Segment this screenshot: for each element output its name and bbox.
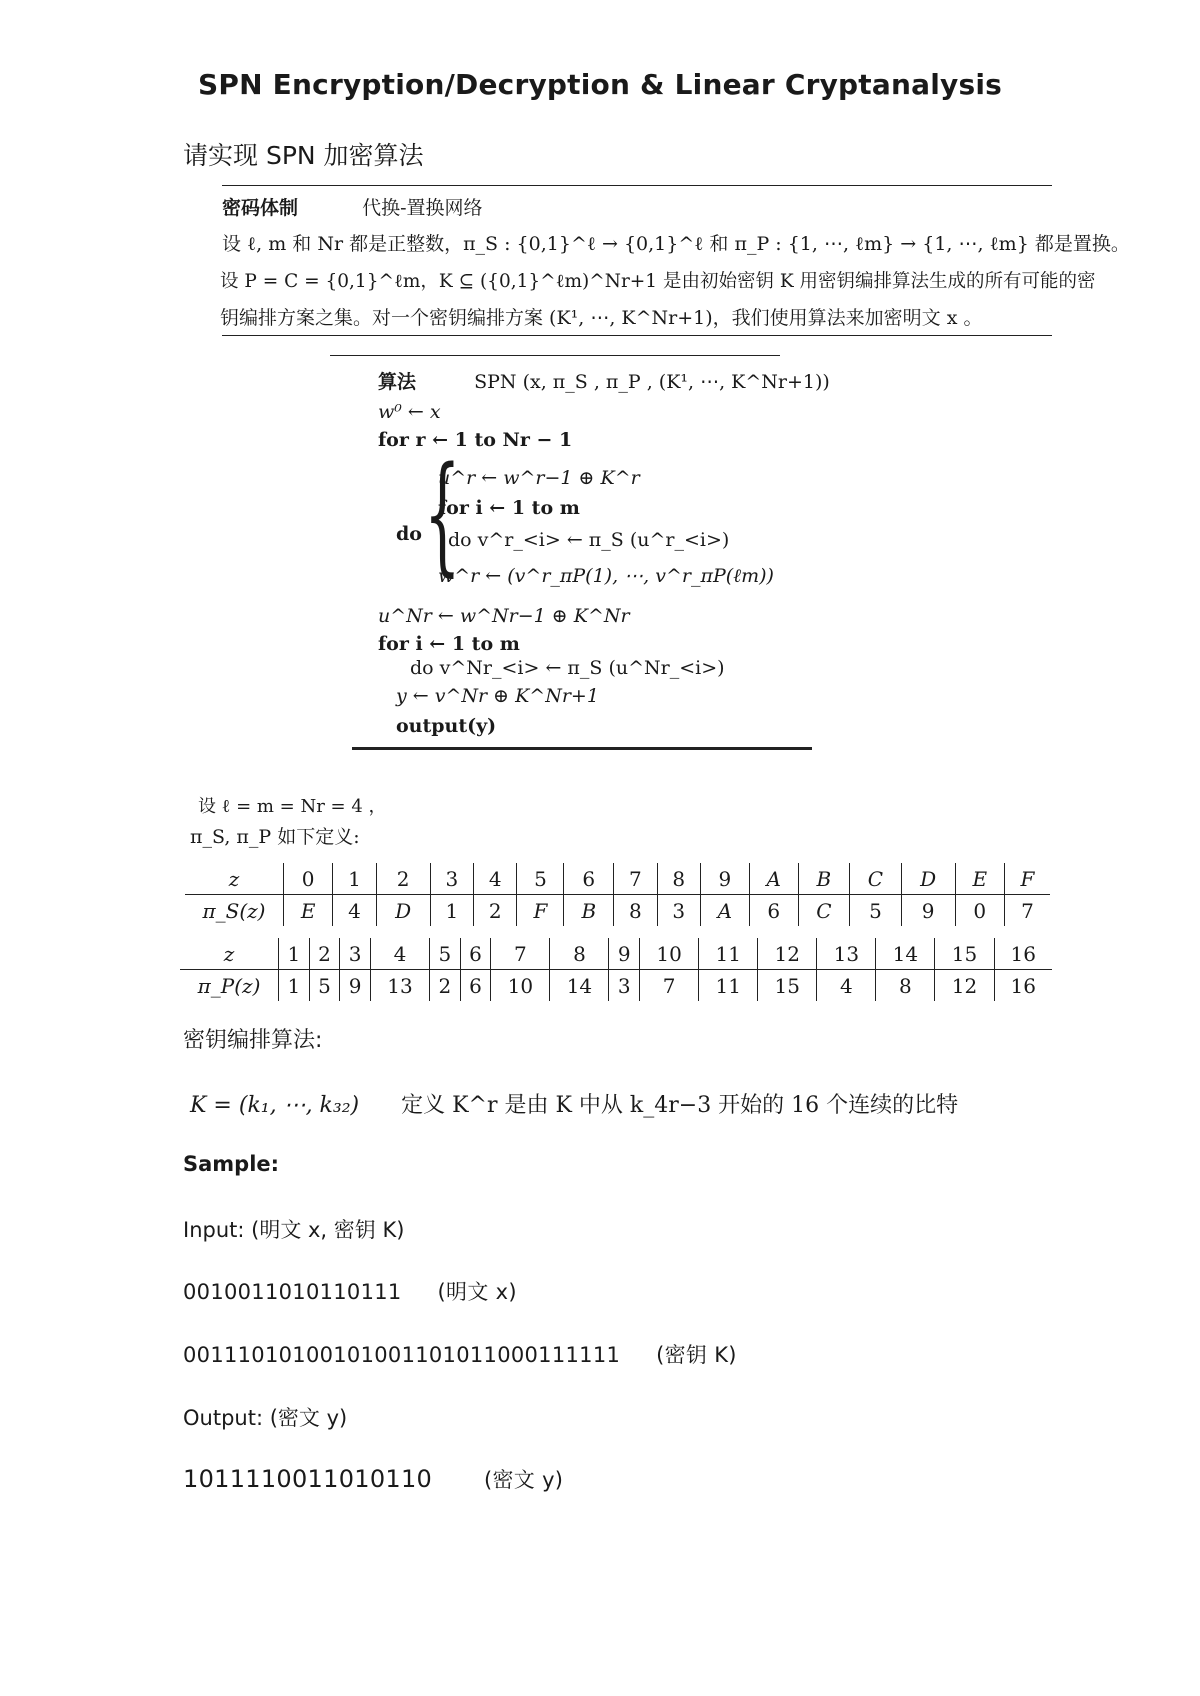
sample-output-label: Output: (密文 y) [183,1406,348,1430]
sbox-z-row [185,863,1050,895]
pbox-z-cell: 10 [640,938,699,970]
pbox-z-cell: 16 [994,938,1052,970]
pbox-table [180,938,1052,1001]
params-line: 设 ℓ = m = Nr = 4 ， [198,796,387,817]
sbox-z-cell: 4 [474,863,517,895]
pbox-z-cell: 7 [491,938,550,970]
pbox-z-cell: 13 [817,938,876,970]
definition-line-1: 设 ℓ, m 和 Nr 都是正整数，π_S : {0,1}^ℓ → {0,1}^ℓ 和 π_P : {1, ⋯, ℓm} → {1, ⋯, ℓm} 都是置换。 [222,233,1130,255]
definition-line-3: 钥编排方案之集。对一个密钥编排方案 (K¹, ⋯, K^Nr+1)，我们使用算法来加密明文 x 。 [220,307,983,329]
pbox-value-cell: 9 [340,970,371,1002]
sbox-z-cell: 9 [700,863,749,895]
definition-heading [222,193,483,220]
page-title: SPN Encryption/Decryption & Linear Cryptanalysis [198,68,1002,101]
sbox-value-cell: A [700,895,749,927]
sbox-value-cell: 4 [333,895,376,927]
pbox-value-cell: 8 [876,970,935,1002]
pbox-z-header: z [180,938,279,970]
bottom-rule [222,335,1052,336]
sbox-value-cell: 3 [657,895,700,927]
sbox-value-cell: B [564,895,614,927]
pbox-value-cell: 10 [491,970,550,1002]
sbox-value-row [185,895,1050,927]
sbox-value-cell: 2 [474,895,517,927]
sbox-value-cell: 6 [749,895,798,927]
key-formula-description: 定义 K^r 是由 K 中从 k_4r−3 开始的 16 个连续的比特 [401,1093,959,1118]
sample-label: Sample: [183,1152,280,1176]
pbox-value-cell: 1 [279,970,310,1002]
algo-line-final-u: u^Nr ← w^Nr−1 ⊕ K^Nr [378,605,630,627]
sbox-z-cell: F [1004,863,1050,895]
algo-line-sbox: do v^r_<i> ← π_S (u^r_<i>) [448,529,730,551]
algorithm-bottom-rule [352,747,812,750]
sbox-z-cell: 1 [333,863,376,895]
key-schedule-label: 密钥编排算法: [183,1028,323,1053]
algo-line-final-sbox: do v^Nr_<i> ← π_S (u^Nr_<i>) [410,657,725,679]
sample-key-line [183,1339,737,1369]
pbox-value-cell: 2 [430,970,461,1002]
pbox-value-cell: 3 [609,970,640,1002]
algo-line-u: u^r ← w^r−1 ⊕ K^r [438,467,640,489]
pbox-value-cell: 15 [758,970,817,1002]
algorithm-heading [378,367,830,394]
pbox-value-cell: 16 [994,970,1052,1002]
sbox-z-header: z [185,863,284,895]
pbox-z-cell: 6 [460,938,491,970]
pbox-z-cell: 3 [340,938,371,970]
sbox-z-cell: 8 [657,863,700,895]
sbox-value-cell: 5 [850,895,902,927]
algo-line-outer-loop: for r ← 1 to Nr − 1 [378,429,573,451]
sbox-value-header: π_S(z) [202,898,266,923]
sbox-table [185,863,1050,926]
subtitle: 请实现 SPN 加密算法 [183,141,424,170]
pbox-z-cell: 2 [309,938,340,970]
ciphertext-note: (密文 y) [484,1468,564,1492]
algo-brace: { [424,440,461,589]
algorithm-signature: SPN (x, π_S , π_P , (K¹, ⋯, K^Nr+1)) [474,371,830,393]
sample-input-label: Input: (明文 x, 密钥 K) [183,1218,405,1242]
sbox-z-cell: 5 [517,863,564,895]
sbox-z-cell: D [901,863,955,895]
sbox-z-cell: 0 [284,863,333,895]
pbox-value-cell: 14 [550,970,609,1002]
algo-line-w: w^r ← (v^r_πP(1), ⋯, v^r_πP(ℓm)) [438,565,774,587]
sbox-value-cell: 8 [614,895,657,927]
algorithm-top-rule [330,355,780,356]
key-schedule-formula [190,1088,958,1119]
pbox-value-cell: 7 [640,970,699,1002]
definition-line-2: 设 P = C = {0,1}^ℓm，K ⊆ ({0,1}^ℓm)^Nr+1 是由初始密钥 K 用密钥编排算法生成的所有可能的密 [220,271,1096,292]
pbox-value-cell: 12 [935,970,994,1002]
pbox-value-cell: 5 [309,970,340,1002]
key-value: 00111010100101001101011000111111 [183,1343,621,1367]
pbox-z-cell: 9 [609,938,640,970]
pbox-value-cell: 4 [817,970,876,1002]
algo-line-output: output(y) [396,715,497,737]
pbox-z-cell: 1 [279,938,310,970]
sbox-value-cell: D [376,895,430,927]
algorithm-label: 算法 [378,371,417,393]
pbox-value-row [180,970,1052,1002]
key-note: (密钥 K) [656,1343,737,1367]
pbox-z-row [180,938,1052,970]
plaintext-note: (明文 x) [437,1280,517,1304]
pbox-value-cell: 13 [370,970,429,1002]
pbox-value-cell: 11 [699,970,758,1002]
sbox-value-cell: E [284,895,333,927]
definition-name: 代换-置换网络 [362,197,483,219]
algo-line-init: w⁰ ← x [378,401,441,423]
sbox-value-cell: 1 [430,895,473,927]
pbox-z-cell: 12 [758,938,817,970]
pbox-value-header: π_P(z) [197,973,261,998]
plaintext-value: 0010011010110111 [183,1280,402,1304]
sbox-z-cell: 7 [614,863,657,895]
sbox-z-cell: 2 [376,863,430,895]
pbox-z-cell: 4 [370,938,429,970]
ciphertext-value: 1011110011010110 [183,1465,433,1493]
key-formula: K = (k₁, ⋯, k₃₂) [190,1093,360,1118]
sbox-z-cell: A [749,863,798,895]
definition-label: 密码体制 [222,197,299,219]
sbox-z-cell: E [955,863,1004,895]
algo-line-y: y ← v^Nr ⊕ K^Nr+1 [396,685,599,707]
sample-plaintext-line [183,1276,517,1306]
sbox-value-cell: 0 [955,895,1004,927]
algo-line-final-loop: for i ← 1 to m [378,633,520,655]
sample-ciphertext-line [183,1464,563,1494]
pbox-z-cell: 15 [935,938,994,970]
sbox-z-cell: B [798,863,850,895]
cryptosystem-definition [220,185,1130,335]
pbox-z-cell: 14 [876,938,935,970]
params-definition: π_S, π_P 如下定义: [190,826,360,848]
sbox-z-cell: C [850,863,902,895]
pbox-value-cell: 6 [460,970,491,1002]
algorithm-block [330,355,830,775]
sbox-z-cell: 3 [430,863,473,895]
sbox-z-cell: 6 [564,863,614,895]
sbox-value-cell: C [798,895,850,927]
pbox-z-cell: 5 [430,938,461,970]
sbox-value-cell: F [517,895,564,927]
algo-do-label: do [396,523,422,545]
algo-line-inner-loop: for i ← 1 to m [438,497,580,519]
top-rule [222,185,1052,186]
sbox-value-cell: 9 [901,895,955,927]
sbox-value-cell: 7 [1004,895,1050,927]
pbox-z-cell: 11 [699,938,758,970]
pbox-z-cell: 8 [550,938,609,970]
